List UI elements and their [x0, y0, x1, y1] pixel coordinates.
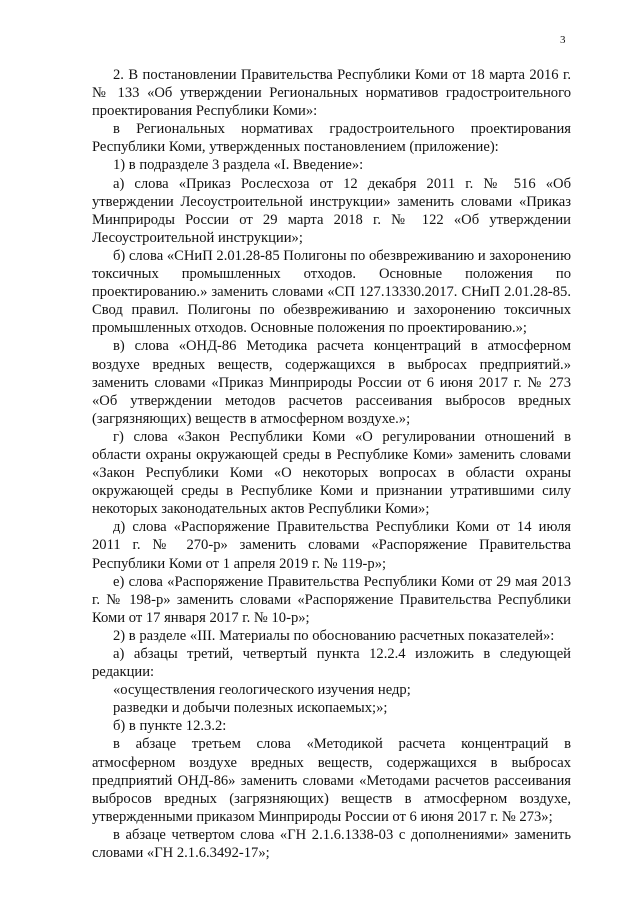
paragraph-16: в абзаце четвертом слова «ГН 2.1.6.1338-03 с дополнениями» заменить словами «ГН 2.1.6.3492-17»; — [92, 826, 571, 862]
paragraph-14: б) в пункте 12.3.2: — [113, 718, 227, 735]
paragraph-11: а) абзацы третий, четвертый пункта 12.2.4 изложить в следующей редакции: — [92, 646, 571, 681]
paragraph-13: разведки и добычи полезных ископаемых;»; — [113, 700, 388, 717]
paragraph-8: д) слова «Распоряжение Правительства Республики Коми от 14 июля 2011 г. № 270-р» заменить словами «Распоряжение Правительства Республики Коми от 1 апреля 2019 г. № 119-р»; — [92, 519, 571, 572]
paragraph-3: 1) в подразделе 3 раздела «I. Введение»: — [113, 157, 364, 174]
paragraph-10: 2) в разделе «III. Материалы по обоснованию расчетных показателей»: — [113, 627, 555, 644]
paragraph-6: в) слова «ОНД-86 Методика расчета концентраций в атмосферном воздухе вредных веществ, содержащихся в выбросах предприятий.» заменить словами «Приказ Минприроды России от 6 июня 2017 г. № 273 «Об утверждении методов расчетов рассеивания выбросов вредных (загрязняющих) веществ в атмосферном воздухе.»; — [92, 338, 571, 427]
page-number: 3 — [560, 34, 566, 46]
paragraph-2: в Региональных нормативах градостроительного проектирования Республики Коми, утвержденных постановлением (приложение): — [92, 121, 571, 156]
paragraph-5: б) слова «СНиП 2.01.28-85 Полигоны по обезвреживанию и захоронению токсичных промышленных отходов. Основные положения по проектированию.» заменить словами «СП 127.13330.2017. СНиП 2.01.28-85. Свод правил. Полигоны по обезвреживанию и захоронению токсичных промышленных отходов. Основные положения по проектированию.»; — [92, 247, 571, 337]
paragraph-7: г) слова «Закон Республики Коми «О регулировании отношений в области охраны окружающей среды в Республике Коми» заменить словами «Закон Республики Коми «О некоторых вопросах в области охраны окружающей среды в Республике Коми и признании утратившими силу некоторых законодательных актов Республики Коми»; — [92, 428, 571, 518]
paragraph-9: е) слова «Распоряжение Правительства Республики Коми от 29 мая 2013 г. № 198-р» заменить словами «Распоряжение Правительства Республики Коми от 17 января 2017 г. № 10-р»; — [92, 573, 571, 626]
paragraph-15: в абзаце третьем слова «Методикой расчета концентраций в атмосферном воздухе вредных веществ, содержащихся в выбросах предприятий ОНД-86» заменить словами «Методами расчетов рассеивания выбросов вредных (загрязняющих) веществ в атмосферном воздухе, утвержденными приказом Минприроды России от 6 июня 2017 г. № 273»; — [92, 736, 571, 825]
paragraph-1: 2. В постановлении Правительства Республики Коми от 18 марта 2016 г. № 133 «Об утверждении Региональных нормативов градостроительного проектирования Республики Коми»: — [92, 67, 571, 120]
paragraph-4: а) слова «Приказ Рослесхоза от 12 декабря 2011 г. № 516 «Об утверждении Лесоустроительной инструкции» заменить словами «Приказ Минприроды России от 29 марта 2018 г. № 122 «Об утверждении Лесоустроительной инструкции»; — [92, 175, 571, 246]
document-body — [92, 66, 571, 862]
paragraph-12: «осуществления геологического изучения недр; — [113, 682, 411, 699]
